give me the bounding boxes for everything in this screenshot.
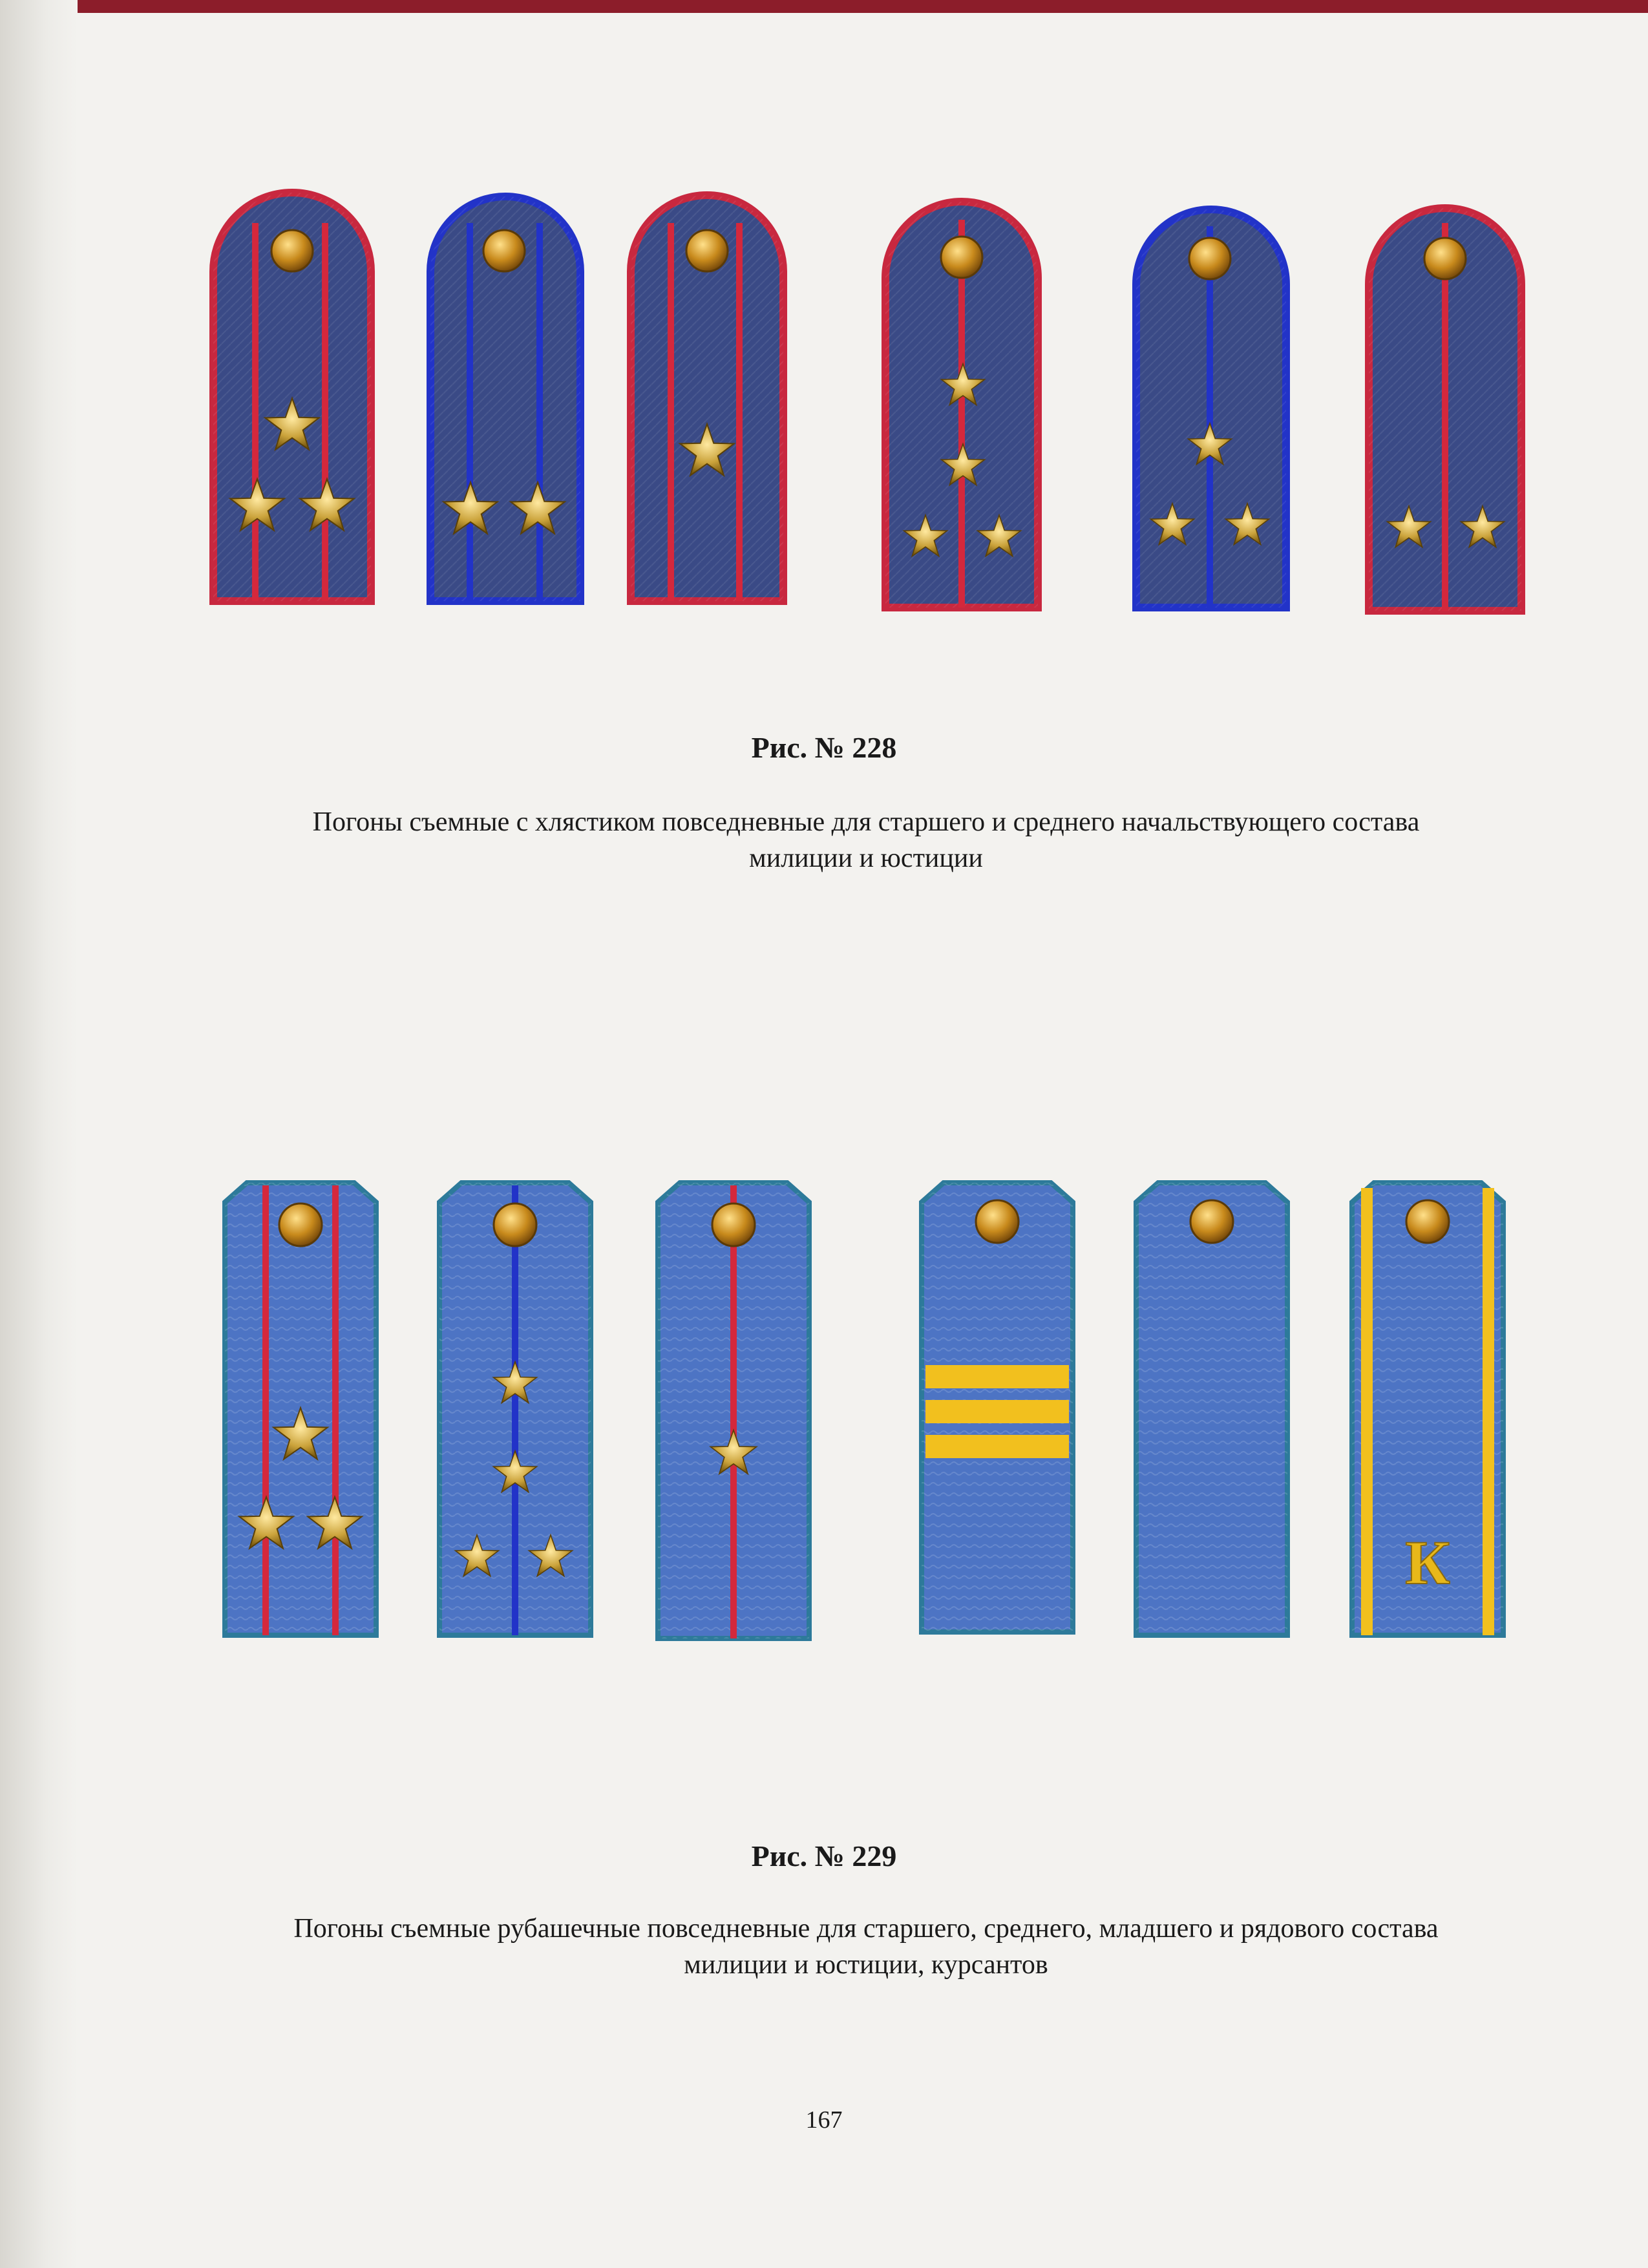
button-icon [941, 237, 982, 278]
epaulette-229-3 [658, 1183, 809, 1638]
button-icon [1190, 1200, 1233, 1243]
button-icon [1406, 1200, 1449, 1243]
button-icon [1189, 238, 1231, 279]
figure-228-caption: Погоны съемные с хлястиком повседневные для старшего и среднего начальствующего состава милиции и юстиции [312, 807, 1420, 873]
epaulette-228-2 [430, 196, 580, 601]
epaulette-228-4 [885, 202, 1038, 608]
button-icon [712, 1203, 755, 1246]
epaulette-229-5 [1136, 1183, 1287, 1635]
epaulette-229-6 [1352, 1183, 1503, 1635]
figure-228-title: Рис. № 228 [751, 731, 897, 764]
epaulette-229-2 [439, 1183, 591, 1635]
epaulette-228-6 [1369, 208, 1521, 611]
button-icon [1424, 238, 1466, 279]
button-icon [494, 1203, 536, 1246]
epaulette-229-4 [922, 1183, 1073, 1632]
button-icon [271, 230, 313, 271]
epaulette-228-1 [213, 193, 371, 601]
button-icon [976, 1200, 1019, 1243]
button-icon [279, 1203, 322, 1246]
epaulette-228-3 [631, 195, 783, 601]
figure-229-caption: Погоны съемные рубашечные повседневные для старшего, среднего, младшего и рядового состава милиции и юстиции, курсантов [293, 1914, 1439, 1980]
figure-229-title: Рис. № 229 [751, 1839, 897, 1872]
sergeant-stripes [925, 1365, 1069, 1458]
epaulette-228-5 [1136, 209, 1286, 608]
button-icon [483, 230, 525, 271]
cadet-letter: К [1405, 1528, 1450, 1597]
button-icon [686, 230, 728, 271]
page-number: 167 [805, 2106, 843, 2134]
epaulette-229-1 [225, 1183, 376, 1635]
